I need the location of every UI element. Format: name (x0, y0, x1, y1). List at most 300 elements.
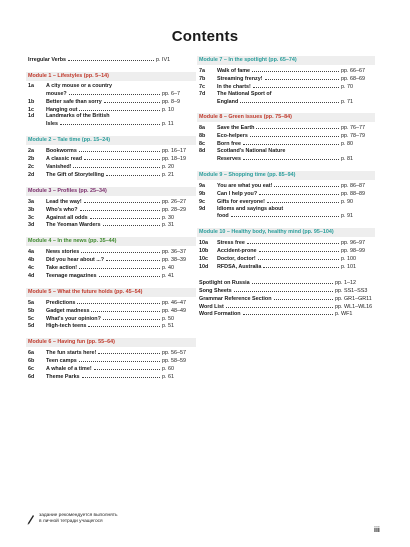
entry-title-continued: mouse? (46, 90, 67, 97)
toc-section (26, 288, 196, 331)
toc-entry[interactable] (197, 279, 375, 287)
module-label: Module 2 – Tale time (28, 137, 81, 144)
dot-leader (231, 212, 339, 217)
dot-leader (79, 264, 160, 269)
entry-page: p. 41 (162, 272, 174, 279)
entry-title: Doctor, doctor! (217, 256, 256, 263)
entry-page: pp. 18–19 (162, 156, 186, 163)
entry-title: Walk of fame (217, 67, 251, 74)
entry-code: 8a (199, 125, 205, 132)
dot-leader (77, 299, 160, 304)
entry-body (46, 206, 196, 214)
entry-page: pp. 38–39 (162, 257, 186, 264)
entry-code: 6d (28, 374, 35, 380)
entry-title: Landmarks of the British (46, 113, 110, 120)
entry-page: p. 61 (162, 374, 174, 380)
dot-leader (73, 163, 160, 168)
entry-code: 8d (199, 148, 206, 155)
dot-leader (265, 75, 339, 80)
dot-leader (104, 98, 160, 103)
module-label: Module 7 – In the spotlight (199, 57, 267, 63)
toc-section (197, 228, 375, 271)
entry-page: pp. 1–12 (335, 279, 356, 286)
dot-leader (267, 198, 339, 203)
entry-title: A city mouse or a country (46, 82, 113, 89)
entry-page: pp. 6–7 (162, 90, 180, 97)
module-label: Module 5 – What the future holds (28, 288, 113, 295)
toc-entry[interactable] (26, 322, 196, 330)
dot-leader (60, 120, 160, 125)
entry-title: In the charts! (217, 83, 251, 90)
toc-entry[interactable] (26, 373, 196, 381)
entry-page: p. WF1 (335, 311, 353, 318)
toc-entry[interactable] (197, 182, 375, 190)
entry-page: p. 50 (162, 315, 174, 322)
entry-page: p. 60 (162, 366, 174, 373)
entry-code: 3c (28, 214, 34, 221)
toc-section (26, 56, 196, 64)
toc-entry[interactable] (197, 190, 375, 198)
toc-entry[interactable] (26, 83, 196, 90)
entry-title: Take action! (46, 265, 78, 272)
entry-body (46, 106, 196, 114)
entry-title: Save the Earth (217, 125, 255, 132)
entry-body (217, 206, 375, 213)
entry-page: pp. 26–27 (162, 198, 186, 205)
toc-entry[interactable] (26, 357, 196, 365)
toc-entry[interactable] (26, 315, 196, 323)
dot-leader (234, 287, 333, 292)
entry-body (46, 349, 196, 357)
toc-entry-continued[interactable] (26, 90, 196, 98)
entry-title: Teen camps (46, 358, 77, 365)
entry-code: 1c (28, 106, 34, 113)
toc-entry[interactable] (197, 310, 375, 318)
toc-entry[interactable] (26, 155, 196, 163)
module-label: Module 10 – Healthy body, healthy mind (199, 229, 302, 236)
toc-entry[interactable] (197, 198, 375, 206)
entry-title: Word Formation (199, 311, 241, 318)
toc-entry[interactable] (26, 248, 196, 256)
module-heading[interactable] (197, 171, 375, 180)
dot-leader (99, 272, 160, 277)
dot-leader (80, 206, 160, 211)
dot-leader (243, 310, 333, 315)
module-heading[interactable] (197, 113, 375, 122)
entry-page: pp. 88–89 (341, 190, 365, 197)
toc-entry[interactable] (197, 132, 375, 140)
entry-code: 1b (28, 98, 35, 105)
entry-body (217, 239, 375, 247)
entry-page: pp. 28–29 (162, 206, 186, 213)
toc-entry[interactable] (26, 307, 196, 315)
toc-entry[interactable] (26, 171, 196, 179)
entry-page: pp. WL1–WL16 (335, 303, 373, 310)
entry-title: Theme Parks (46, 374, 80, 380)
entry-title: Grammar Reference Section (199, 295, 272, 302)
entry-page: pp. 68–69 (341, 75, 365, 82)
entry-title: Vanished! (46, 163, 72, 170)
entry-page: p. 90 (341, 198, 353, 205)
toc-entry[interactable] (26, 163, 196, 171)
footnote (26, 513, 117, 525)
dot-leader (90, 214, 160, 219)
toc-entry[interactable] (197, 148, 375, 155)
page-title: Contents (171, 28, 239, 45)
entry-code: 8b (199, 133, 206, 140)
toc-section (26, 338, 196, 381)
module-heading[interactable] (26, 338, 196, 347)
dot-leader (84, 155, 160, 160)
toc-section (26, 72, 196, 128)
toc-entry[interactable] (26, 365, 196, 373)
entry-code: 1d (28, 113, 35, 120)
entry-title: Spotlight on Russia (199, 279, 250, 286)
dot-leader (252, 67, 339, 72)
toc-entry[interactable] (197, 303, 375, 311)
entry-page: pp. 8–9 (162, 98, 180, 105)
entry-title: Gifts for everyone! (217, 198, 265, 205)
entry-page: pp. GR1–GR11 (335, 295, 372, 302)
entry-code: 2b (28, 156, 35, 163)
entry-page: pp. 48–49 (162, 307, 186, 314)
entry-code: 4c (28, 265, 34, 272)
dot-leader (106, 256, 160, 261)
page-number: iii (374, 527, 380, 534)
module-heading[interactable] (26, 187, 196, 196)
entry-title: What's your opinion? (46, 315, 101, 322)
entry-title: The Gift of Storytelling (46, 171, 105, 178)
module-page-range: (pp. 85–94) (267, 171, 296, 178)
toc-entry[interactable] (197, 295, 375, 303)
entry-code: 2a (28, 148, 34, 155)
module-page-range: (pp. 75–84) (263, 114, 292, 121)
entry-page: p. 11 (162, 121, 174, 128)
module-heading[interactable] (26, 136, 196, 145)
entry-body (46, 155, 196, 163)
entry-code: 4b (28, 257, 35, 264)
toc-entry[interactable] (197, 83, 375, 91)
entry-title-continued: England (217, 98, 239, 105)
toc-entry[interactable] (26, 113, 196, 120)
entry-page: p. 91 (341, 213, 353, 220)
entry-code: 7c (199, 83, 205, 90)
dot-leader (98, 349, 160, 354)
toc-entry[interactable] (197, 67, 375, 75)
entry-title-continued: food (217, 213, 229, 220)
toc-section (26, 187, 196, 230)
module-page-range: (pp. 45–54) (114, 288, 143, 295)
entry-page: pp. 66–67 (341, 67, 365, 74)
dot-leader (81, 248, 160, 253)
entry-code: 4d (28, 272, 35, 279)
toc-entry[interactable] (26, 147, 196, 155)
module-label: Module 9 – Shopping time (199, 171, 266, 178)
dot-leader (79, 357, 160, 362)
footnote-line-1: задание рекомендуется выполнять (39, 513, 118, 518)
entry-body (217, 198, 375, 206)
toc-entry[interactable] (26, 256, 196, 264)
dot-leader (103, 315, 160, 320)
entry-page: p. 21 (162, 171, 174, 178)
entry-body (217, 182, 375, 190)
toc-entry[interactable] (197, 91, 375, 98)
entry-code: 4a (28, 249, 34, 256)
entry-body (46, 264, 196, 272)
module-heading[interactable] (26, 288, 196, 297)
toc-entry[interactable] (26, 98, 196, 106)
toc-entry[interactable] (26, 198, 196, 206)
pencil-icon (26, 513, 35, 525)
entry-code: 3d (28, 222, 35, 229)
entry-body (46, 198, 196, 206)
entry-title: Idioms and sayings about (217, 205, 284, 212)
toc-entry[interactable] (26, 56, 196, 64)
entry-code: 3b (28, 206, 35, 213)
entry-body (46, 221, 196, 229)
entry-body (217, 263, 375, 271)
entry-code: 3a (28, 198, 34, 205)
entry-code: 10c (199, 256, 208, 263)
entry-title: Against all odds (46, 214, 88, 221)
entry-body (46, 365, 196, 373)
entry-body (217, 67, 375, 75)
entry-body (217, 91, 375, 98)
entry-body (46, 307, 196, 315)
module-label: Module 1 – Lifestyles (28, 72, 83, 79)
entry-title: A classic read (46, 156, 83, 163)
entry-title: Did you hear about ...? (46, 257, 105, 264)
toc-section (26, 136, 196, 179)
dot-leader (79, 147, 160, 152)
dot-leader (247, 239, 339, 244)
toc-entry[interactable] (26, 272, 196, 280)
entry-title: Lead the way! (46, 198, 82, 205)
entry-title: Eco-helpers (217, 133, 248, 140)
entry-page: pp. 46–47 (162, 299, 186, 306)
toc-section (26, 237, 196, 280)
entry-body (46, 83, 196, 90)
entry-title: The National Sport of (217, 90, 272, 97)
toc-entry-continued[interactable] (26, 120, 196, 128)
entry-code: 7a (199, 67, 205, 74)
module-page-range: (pp. 95–104) (302, 229, 334, 236)
toc-section (197, 113, 375, 162)
toc-entry[interactable] (197, 124, 375, 132)
entry-body (46, 373, 196, 381)
dot-leader (69, 90, 160, 95)
entry-page: pp. SS1–SS3 (335, 287, 368, 294)
toc-entry-continued[interactable] (197, 212, 375, 220)
entry-title: Predictions (46, 299, 76, 306)
entry-title: Hanging out (46, 106, 78, 113)
dot-leader (79, 106, 160, 111)
entry-title: News stories (46, 249, 80, 256)
dot-leader (84, 198, 160, 203)
module-heading[interactable] (26, 237, 196, 246)
entry-page: p. 51 (162, 323, 174, 330)
dot-leader (263, 263, 339, 268)
toc-entry[interactable] (197, 206, 375, 213)
entry-title: The fun starts here! (46, 350, 97, 357)
entry-code: 10a (199, 240, 208, 247)
entry-body (217, 132, 375, 140)
toc-section (197, 279, 375, 319)
toc-entry[interactable] (26, 349, 196, 357)
entry-body (217, 75, 375, 83)
toc-entry[interactable] (197, 140, 375, 148)
module-page-range: (pp. 5–14) (83, 72, 109, 79)
entry-body (46, 322, 196, 330)
toc-entry[interactable] (26, 299, 196, 307)
entry-body (46, 147, 196, 155)
dot-leader (103, 221, 160, 226)
entry-body (46, 113, 196, 120)
entry-body (46, 98, 196, 106)
entry-body (217, 148, 375, 155)
entry-page: pp. 86–87 (341, 182, 365, 189)
entry-code: 5d (28, 323, 35, 330)
entry-code: 1a (28, 82, 34, 89)
entry-body (46, 315, 196, 323)
entry-code: 9c (199, 198, 205, 205)
dot-leader (94, 365, 160, 370)
entry-code: 6b (28, 358, 35, 365)
entry-title: Streaming frenzy! (217, 75, 263, 82)
dot-leader (274, 295, 333, 300)
entry-title: Better safe than sorry (46, 98, 102, 105)
dot-leader (252, 279, 333, 284)
entry-body (46, 357, 196, 365)
entry-page: pp. 36–37 (162, 249, 186, 256)
entry-code: 2d (28, 171, 35, 178)
entry-code: 5a (28, 299, 34, 306)
entry-page: p. IV1 (156, 57, 171, 63)
entry-body (46, 256, 196, 264)
entry-code: 6a (28, 350, 34, 357)
module-heading[interactable] (26, 72, 196, 81)
entry-title-continued: Isles (46, 121, 58, 128)
toc-entry[interactable] (26, 264, 196, 272)
entry-code: 7b (199, 75, 206, 82)
dot-leader (259, 247, 339, 252)
entry-title: Accident-prone (217, 248, 257, 255)
toc-entry[interactable] (197, 247, 375, 255)
toc-entry[interactable] (197, 287, 375, 295)
toc-entry[interactable] (26, 214, 196, 222)
entry-page: p. 80 (341, 141, 353, 148)
entry-code: 10b (199, 248, 209, 255)
entry-page: pp. 58–59 (162, 358, 186, 365)
entry-body (217, 124, 375, 132)
toc-entry[interactable] (26, 206, 196, 214)
toc-entry-continued[interactable] (197, 155, 375, 163)
module-label: Module 3 – Profiles (28, 187, 78, 194)
entry-title: RFDSA, Australia (217, 263, 262, 270)
dot-leader (259, 190, 339, 195)
entry-title: The Yeoman Warders (46, 222, 101, 229)
dot-leader (88, 322, 160, 327)
entry-title: Scotland's National Nature (217, 148, 286, 155)
module-label: Module 4 – In the news (28, 238, 87, 245)
toc-entry[interactable] (197, 263, 375, 271)
entry-title: Irregular Verbs (28, 57, 67, 63)
entry-title: Song Sheets (199, 287, 232, 294)
module-heading[interactable] (197, 56, 375, 65)
entry-body (217, 83, 375, 91)
entry-body (46, 214, 196, 222)
entry-title: Bookworms (46, 148, 77, 155)
entry-page: pp. 16–17 (162, 148, 186, 155)
entry-code: 2c (28, 163, 34, 170)
entry-code: 8c (199, 141, 205, 148)
module-label: Module 8 – Green issues (199, 114, 263, 121)
dot-leader (250, 132, 339, 137)
toc-entry-continued[interactable] (197, 98, 375, 106)
entry-body (217, 140, 375, 148)
toc-entry[interactable] (197, 75, 375, 83)
entry-body (217, 247, 375, 255)
entry-title: Stress free (217, 240, 245, 247)
toc-entry[interactable] (26, 106, 196, 114)
entry-page: pp. 78–79 (341, 133, 365, 140)
entry-code: 10d (199, 263, 209, 270)
entry-title: Can I help you? (217, 190, 258, 197)
module-page-range: (pp. 65–74) (268, 57, 297, 63)
contents-left-column (26, 56, 196, 389)
entry-page: p. 10 (162, 106, 174, 113)
entry-title: Teenage magazines (46, 272, 97, 279)
entry-code: 7d (199, 90, 206, 97)
module-heading[interactable] (197, 228, 375, 237)
entry-body (46, 163, 196, 171)
toc-entry[interactable] (197, 239, 375, 247)
entry-page: p. 20 (162, 163, 174, 170)
module-page-range: (pp. 55–64) (86, 339, 115, 346)
dot-leader (240, 98, 339, 103)
entry-title: Born free (217, 141, 241, 148)
entry-page: p. 70 (341, 83, 353, 90)
entry-title: You are what you eat! (217, 182, 273, 189)
toc-entry[interactable] (26, 221, 196, 229)
entry-code: 9a (199, 182, 205, 189)
dot-leader (256, 124, 339, 129)
dot-leader (106, 171, 160, 176)
dot-leader (68, 56, 154, 61)
entry-body (46, 272, 196, 280)
entry-page: p. 81 (341, 155, 353, 162)
contents-right-column (197, 56, 375, 326)
module-label: Module 6 – Having fun (28, 339, 86, 346)
dot-leader (243, 140, 339, 145)
entry-code: 6c (28, 366, 34, 373)
entry-body (217, 190, 375, 198)
entry-code: 5b (28, 307, 35, 314)
entry-page: pp. 76–77 (341, 125, 365, 132)
entry-page: p. 30 (162, 214, 174, 221)
entry-title: Word List (199, 303, 224, 310)
toc-section (197, 171, 375, 220)
entry-title: A whale of a time! (46, 366, 92, 373)
dot-leader (253, 83, 339, 88)
entry-page: p. 101 (341, 263, 356, 270)
module-page-range: (pp. 25–34) (78, 187, 107, 194)
footnote-line-2: в личной тетради учащегося (39, 518, 103, 524)
entry-code: 9d (199, 205, 206, 212)
dot-leader (82, 373, 160, 378)
entry-body (46, 299, 196, 307)
toc-entry[interactable] (197, 255, 375, 263)
